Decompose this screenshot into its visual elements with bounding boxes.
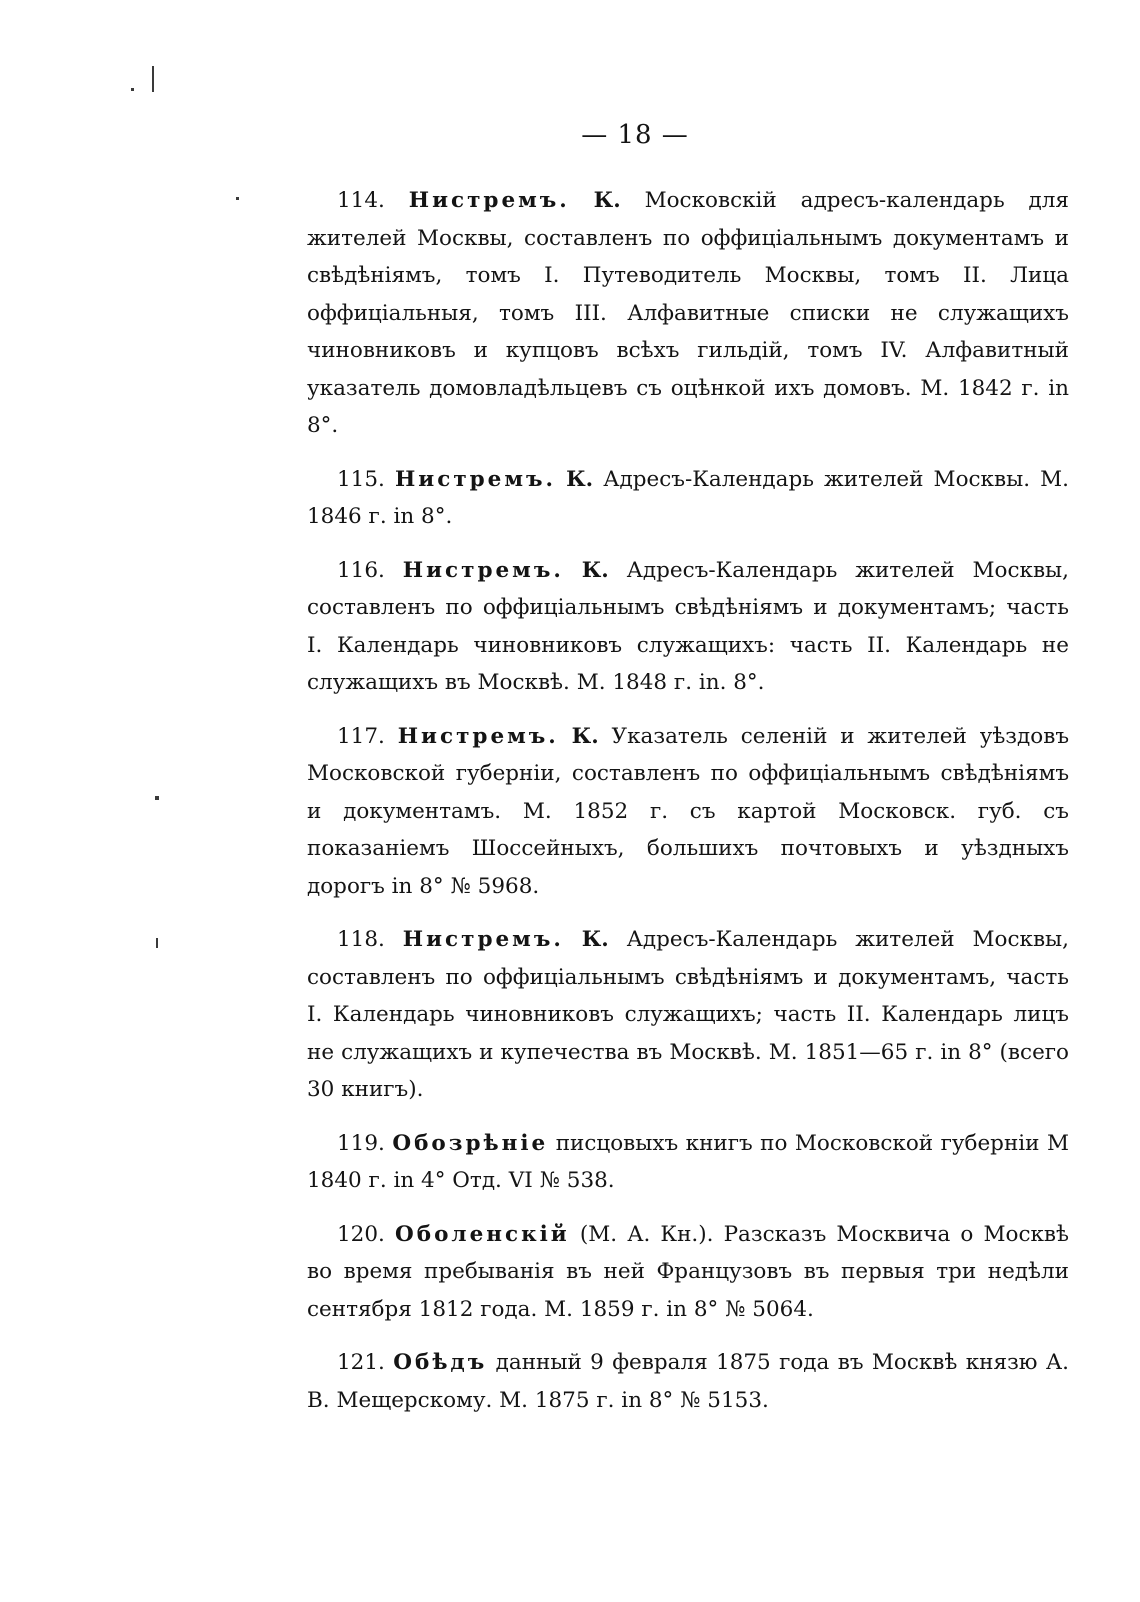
bibliography-entry	[307, 1216, 1069, 1329]
bibliography-entry	[307, 1125, 1069, 1200]
entry-initial: К.	[581, 927, 609, 952]
entry-number: 114.	[337, 188, 385, 213]
margin-speck	[236, 197, 239, 200]
bibliography-entry	[307, 1344, 1069, 1419]
entry-number: 119.	[337, 1130, 385, 1156]
entry-text: (М. А. Кн.). Разсказъ Москвича о Москвѣ во время пребыванія въ ней Французовъ въ первыя три недѣли сентября 1812 года. М. 1859 г. in 8° № 5064.	[307, 1221, 1069, 1322]
page-number: — 18 —	[581, 120, 689, 150]
bibliography-entry	[307, 552, 1069, 702]
entry-author: Обозрѣніе	[392, 1130, 549, 1156]
bibliography-entry	[307, 921, 1069, 1109]
entry-text: Указатель селеній и жителей уѣздовъ Московской губерніи, составленъ по оффиціальнымъ свѣдѣніямъ и документамъ. М. 1852 г. съ картой Московск. губ. съ показаніемъ Шоссейныхъ, большихъ почтовыхъ и уѣздныхъ дорогъ in 8° № 5968.	[307, 723, 1070, 899]
bibliography-list	[307, 182, 1069, 1419]
entry-number: 117.	[337, 723, 385, 749]
entry-initial: К.	[581, 557, 609, 583]
margin-speck	[152, 66, 154, 92]
margin-speck	[155, 796, 159, 800]
entry-text: Московскій адресъ-календарь для жителей Москвы, составленъ по оффиціальнымъ документамъ и свѣдѣніямъ, томъ I. Путеводитель Москвы, томъ II. Лица оффиціальныя, томъ III. Алфавитные списки не служащихъ чиновниковъ и купцовъ всѣхъ гильдій, томъ IV. Алфавитный указатель домовладѣльцевъ съ оцѣнкой ихъ домовъ. М. 1842 г. in 8°.	[307, 188, 1069, 438]
margin-speck	[131, 88, 134, 91]
entry-author: Нистремъ.	[402, 557, 564, 583]
bibliography-entry	[307, 718, 1069, 906]
bibliography-entry	[307, 182, 1069, 445]
entry-number: 121.	[337, 1350, 385, 1375]
entry-text: писцовыхъ книгъ по Московской губерніи М 1840 г. in 4° Отд. VI № 538.	[307, 1130, 1069, 1193]
entry-number: 118.	[337, 927, 385, 952]
margin-speck	[156, 938, 158, 948]
entry-initial: К.	[593, 188, 621, 213]
entry-text: Адресъ-Календарь жителей Москвы. М. 1846 г. in 8°.	[307, 466, 1069, 529]
entry-text: Адресъ-Календарь жителей Москвы, составленъ по оффиціальнымъ свѣдѣніямъ и документамъ; часть I. Календарь чиновниковъ служащихъ: часть II. Календарь не служащихъ въ Москвѣ. М. 1848 г. in. 8°.	[307, 557, 1070, 695]
entry-text: Адресъ-Календарь жителей Москвы, составленъ по оффиціальнымъ свѣдѣніямъ и документамъ, часть I. Календарь чиновниковъ служащихъ; часть II. Календарь лицъ не служащихъ и купечества въ Москвѣ. М. 1851—65 г. in 8° (всего 30 книгъ).	[307, 927, 1070, 1102]
entry-author: Оболенскій	[395, 1221, 570, 1247]
entry-number: 116.	[337, 557, 385, 583]
entry-author: Нистремъ.	[402, 927, 564, 952]
entry-number: 115.	[337, 466, 385, 492]
entry-author: Обѣдъ	[393, 1350, 488, 1375]
entry-number: 120.	[337, 1221, 385, 1247]
bibliography-entry	[307, 461, 1069, 536]
entry-initial: К.	[571, 723, 599, 749]
entry-initial: К.	[566, 466, 594, 492]
entry-author: Нистремъ.	[408, 188, 570, 213]
entry-author: Нистремъ.	[394, 466, 557, 492]
entry-text: данный 9 февраля 1875 года въ Москвѣ князю А. В. Мещерскому. М. 1875 г. in 8° № 5153.	[307, 1350, 1069, 1413]
entry-author: Нистремъ.	[397, 723, 559, 749]
